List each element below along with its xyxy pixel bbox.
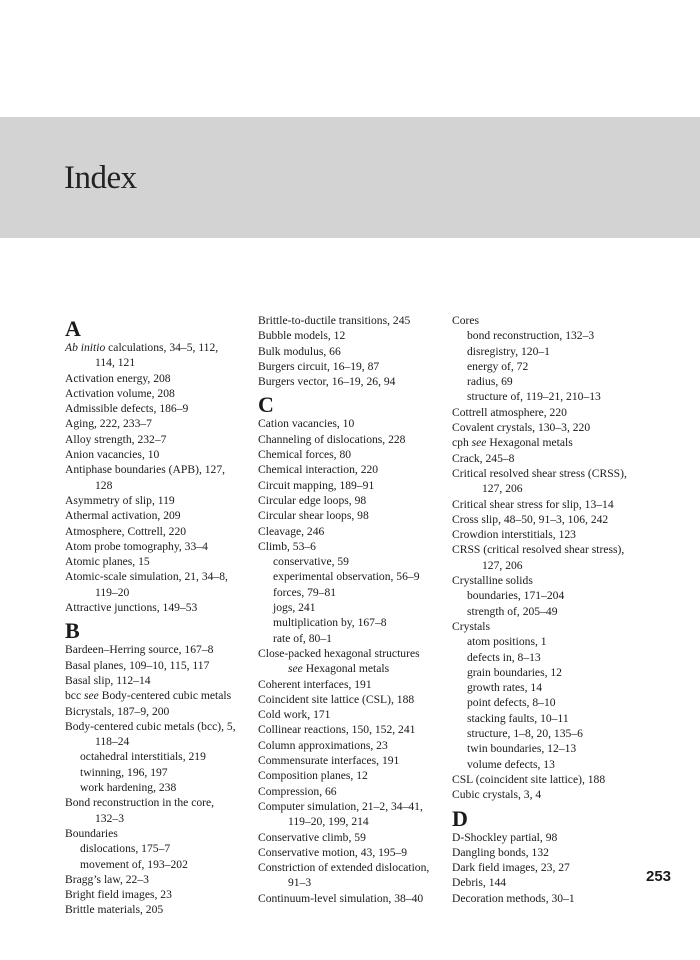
index-subentry: [452, 711, 642, 726]
index-entry-continuation: [65, 811, 255, 826]
index-entry: [452, 875, 642, 890]
entry-text: atom positions, 1: [467, 635, 547, 649]
entry-text: Athermal activation, 209: [65, 509, 181, 523]
index-subentry: [65, 780, 255, 795]
entry-text: grain boundaries, 12: [467, 665, 562, 679]
entry-text: Hexagonal metals: [302, 662, 390, 676]
section-letter-heading: D: [452, 805, 468, 831]
index-entry: [65, 719, 255, 734]
entry-text: calculations, 34–5, 112,: [105, 341, 219, 354]
index-entry-continuation: [65, 585, 255, 600]
entry-text: radius, 69: [467, 375, 513, 389]
entry-italic: Ab initio: [65, 341, 106, 354]
index-entry: [258, 845, 448, 860]
entry-text: 91–3: [288, 876, 312, 890]
entry-text: Composition planes, 12: [258, 769, 368, 783]
entry-text: Attractive junctions, 149–53: [65, 601, 198, 615]
entry-text: Cottrell atmosphere, 220: [452, 405, 567, 419]
entry-text: Bicrystals, 187–9, 200: [65, 704, 170, 718]
index-entry: [452, 891, 642, 906]
index-entry: [65, 554, 255, 569]
index-entry: [65, 462, 255, 477]
index-entry: [65, 872, 255, 887]
index-entry: [452, 512, 642, 527]
entry-text: CSL (coincident site lattice), 188: [452, 772, 606, 786]
entry-text: Compression, 66: [258, 784, 337, 798]
entry-text: Circular edge loops, 98: [258, 493, 367, 507]
entry-text: Brittle-to-ductile transitions, 245: [258, 314, 411, 327]
index-subentry: [452, 604, 642, 619]
index-entry: [258, 646, 448, 661]
index-entry: [258, 359, 448, 374]
index-entry: [65, 416, 255, 431]
index-entry: [65, 508, 255, 523]
index-subentry: [452, 588, 642, 603]
index-subentry: [452, 757, 642, 772]
index-entry: [65, 524, 255, 539]
index-entry: [65, 887, 255, 902]
entry-text: energy of, 72: [467, 359, 529, 373]
index-entry: [258, 478, 448, 493]
page-number: 253: [646, 868, 672, 885]
index-entry: [258, 344, 448, 359]
index-entry: [452, 573, 642, 588]
entry-text: Cross slip, 48–50, 91–3, 106, 242: [452, 512, 609, 526]
entry-text: conservative, 59: [273, 555, 349, 569]
index-entry: [65, 600, 255, 615]
entry-italic: see: [471, 436, 487, 450]
entry-text: rate of, 80–1: [273, 631, 332, 645]
entry-text: Critical resolved shear stress (CRSS),: [452, 466, 627, 480]
index-entry: [258, 328, 448, 343]
entry-text: Alloy strength, 232–7: [65, 432, 167, 446]
index-subentry: [452, 695, 642, 710]
entry-text: dislocations, 175–7: [80, 842, 171, 856]
index-entry: [258, 432, 448, 447]
entry-text: Constriction of extended dislocation,: [258, 861, 430, 875]
entry-text: Cleavage, 246: [258, 524, 325, 538]
entry-text: Atomic-scale simulation, 21, 34–8,: [65, 570, 228, 584]
index-entry: [65, 371, 255, 386]
index-entry: [258, 753, 448, 768]
index-subentry: [452, 680, 642, 695]
entry-text: Hexagonal metals: [486, 436, 573, 450]
index-entry-continuation: [258, 661, 448, 676]
entry-text: Climb, 53–6: [258, 539, 316, 553]
entry-text: twin boundaries, 12–13: [467, 742, 577, 756]
entry-text: Computer simulation, 21–2, 34–41,: [258, 799, 423, 813]
entry-text: structure of, 119–21, 210–13: [467, 390, 601, 404]
index-column-3: [452, 313, 642, 906]
index-entry: [258, 860, 448, 875]
entry-text: Critical shear stress for slip, 13–14: [452, 497, 614, 511]
index-subentry: [452, 665, 642, 680]
index-entry: [258, 738, 448, 753]
entry-text: Column approximations, 23: [258, 738, 388, 752]
entry-text: disregistry, 120–1: [467, 344, 550, 358]
entry-text: experimental observation, 56–9: [273, 570, 420, 584]
entry-text: 127, 206: [482, 558, 523, 572]
index-entry: [452, 527, 642, 542]
entry-text: Debris, 144: [452, 876, 507, 890]
index-entry: [65, 673, 255, 688]
entry-text: Burgers circuit, 16–19, 87: [258, 359, 380, 373]
index-entry: [65, 401, 255, 416]
entry-text: Boundaries: [65, 826, 118, 840]
entry-text: Conservative climb, 59: [258, 830, 366, 844]
entry-text: Chemical interaction, 220: [258, 463, 379, 477]
entry-text: Bardeen–Herring source, 167–8: [65, 643, 214, 657]
index-entry: [452, 451, 642, 466]
entry-prefix: cph: [452, 436, 472, 450]
entry-text: Antiphase boundaries (APB), 127,: [65, 463, 226, 477]
entry-text: Crystals: [452, 619, 491, 633]
index-subentry: [452, 328, 642, 343]
entry-italic: see: [288, 662, 303, 676]
index-entry: [65, 386, 255, 401]
index-entry: [258, 768, 448, 783]
index-entry-continuation: [65, 734, 255, 749]
entry-italic: see: [84, 689, 99, 703]
index-entry: [65, 569, 255, 584]
index-entry-continuation: [452, 558, 642, 573]
index-subentry: [65, 857, 255, 872]
entry-text: defects in, 8–13: [467, 650, 541, 664]
entry-text: Admissible defects, 186–9: [65, 402, 189, 416]
entry-text: Channeling of dislocations, 228: [258, 432, 406, 446]
entry-text: Bond reconstruction in the core,: [65, 796, 215, 810]
entry-text: Decoration methods, 30–1: [452, 891, 575, 905]
entry-text: Collinear reactions, 150, 152, 241: [258, 723, 416, 737]
entry-text: 127, 206: [482, 482, 523, 496]
entry-text: point defects, 8–10: [467, 696, 556, 710]
entry-text: Atmosphere, Cottrell, 220: [65, 524, 187, 538]
entry-text: Dark field images, 23, 27: [452, 861, 570, 875]
index-entry: [258, 313, 448, 328]
index-subentry: [258, 600, 448, 615]
index-subentry: [258, 554, 448, 569]
entry-text: boundaries, 171–204: [467, 589, 565, 603]
index-entry: [452, 313, 642, 328]
entry-text: Coincident site lattice (CSL), 188: [258, 692, 415, 706]
entry-text: Brittle materials, 205: [65, 903, 164, 917]
index-entry: [258, 416, 448, 431]
index-entry: [452, 542, 642, 557]
index-subentry: [258, 585, 448, 600]
entry-text: stacking faults, 10–11: [467, 711, 569, 725]
index-entry: [258, 539, 448, 554]
entry-text: Bubble models, 12: [258, 329, 346, 343]
index-entry-continuation: [258, 875, 448, 890]
index-entry: [452, 466, 642, 481]
index-subentry: [258, 569, 448, 584]
entry-text: Conservative motion, 43, 195–9: [258, 845, 408, 859]
entry-text: Basal slip, 112–14: [65, 673, 151, 687]
entry-text: Covalent crystals, 130–3, 220: [452, 421, 591, 435]
entry-text: work hardening, 238: [80, 781, 177, 795]
index-entry: [258, 692, 448, 707]
index-subentry: [452, 359, 642, 374]
index-entry: [258, 799, 448, 814]
index-entry: [258, 677, 448, 692]
entry-text: movement of, 193–202: [80, 857, 188, 871]
index-subentry: [452, 741, 642, 756]
index-entry: [258, 784, 448, 799]
index-subentry: [452, 726, 642, 741]
entry-text: Bright field images, 23: [65, 888, 172, 902]
index-entry: [258, 707, 448, 722]
index-entry: [258, 508, 448, 523]
entry-text: Dangling bonds, 132: [452, 845, 549, 859]
entry-text: Circular shear loops, 98: [258, 509, 369, 523]
entry-text: 119–20: [95, 585, 130, 599]
index-subentry: [258, 631, 448, 646]
index-subentry: [452, 344, 642, 359]
section-letter-heading: B: [65, 618, 80, 644]
entry-text: Anion vacancies, 10: [65, 448, 160, 462]
entry-prefix: bcc: [65, 689, 84, 703]
index-entry-continuation: [258, 814, 448, 829]
entry-text: 118–24: [95, 735, 130, 749]
index-subentry: [65, 765, 255, 780]
index-column-2: [258, 313, 448, 906]
index-entry: [65, 340, 255, 355]
entry-text: Atom probe tomography, 33–4: [65, 539, 208, 553]
entry-text: growth rates, 14: [467, 681, 543, 695]
entry-text: Cold work, 171: [258, 708, 331, 722]
index-entry: [65, 447, 255, 462]
index-entry: [452, 405, 642, 420]
index-entry: [65, 539, 255, 554]
entry-text: Crystalline solids: [452, 574, 533, 588]
index-entry: [65, 795, 255, 810]
index-entry: [65, 642, 255, 657]
index-entry: [452, 619, 642, 634]
index-entry: [258, 493, 448, 508]
index-entry: [65, 704, 255, 719]
index-entry: [452, 860, 642, 875]
index-entry: [258, 891, 448, 906]
entry-text: Close-packed hexagonal structures: [258, 646, 420, 660]
entry-text: Crowdion interstitials, 123: [452, 528, 576, 542]
index-entry: [258, 462, 448, 477]
entry-text: Cubic crystals, 3, 4: [452, 788, 542, 802]
index-subentry: [452, 389, 642, 404]
entry-text: Body-centered cubic metals: [98, 689, 232, 703]
entry-text: Asymmetry of slip, 119: [65, 493, 175, 507]
index-entry: [258, 374, 448, 389]
page-title: Index: [64, 160, 137, 196]
entry-text: volume defects, 13: [467, 757, 555, 771]
entry-text: Circuit mapping, 189–91: [258, 478, 375, 492]
index-entry: [452, 845, 642, 860]
entry-text: 119–20, 199, 214: [288, 815, 369, 829]
entry-text: Commensurate interfaces, 191: [258, 754, 400, 768]
entry-text: strength of, 205–49: [467, 604, 558, 618]
entry-text: twinning, 196, 197: [80, 765, 168, 779]
entry-text: jogs, 241: [273, 601, 316, 615]
index-entry: [65, 493, 255, 508]
index-entry: [65, 688, 255, 703]
entry-text: bond reconstruction, 132–3: [467, 329, 595, 343]
entry-text: Activation volume, 208: [65, 386, 175, 400]
entry-text: Coherent interfaces, 191: [258, 677, 372, 691]
index-entry: [65, 826, 255, 841]
entry-text: octahedral interstitials, 219: [80, 750, 206, 764]
index-entry: [452, 787, 642, 802]
index-entry: [65, 658, 255, 673]
index-subentry: [452, 650, 642, 665]
index-entry: [452, 420, 642, 435]
index-subentry: [258, 615, 448, 630]
entry-text: CRSS (critical resolved shear stress),: [452, 543, 625, 557]
index-entry-continuation: [65, 478, 255, 493]
entry-text: Cation vacancies, 10: [258, 417, 355, 431]
index-entry: [452, 497, 642, 512]
section-letter-heading: C: [258, 392, 274, 418]
entry-text: structure, 1–8, 20, 135–6: [467, 727, 583, 741]
index-column-1: [65, 313, 255, 918]
entry-text: Bragg’s law, 22–3: [65, 872, 149, 886]
entry-text: Body-centered cubic metals (bcc), 5,: [65, 719, 236, 733]
index-entry: [65, 432, 255, 447]
entry-text: Atomic planes, 15: [65, 555, 150, 569]
index-entry: [258, 722, 448, 737]
entry-text: Aging, 222, 233–7: [65, 417, 152, 431]
index-entry-continuation: [65, 355, 255, 370]
index-entry: [258, 447, 448, 462]
index-entry: [65, 902, 255, 917]
index-entry: [452, 772, 642, 787]
entry-text: Bulk modulus, 66: [258, 344, 341, 358]
entry-text: Basal planes, 109–10, 115, 117: [65, 658, 210, 672]
section-letter-heading: A: [65, 316, 81, 341]
entry-text: 132–3: [95, 811, 124, 825]
entry-text: Chemical forces, 80: [258, 448, 352, 462]
entry-text: Activation energy, 208: [65, 371, 171, 385]
entry-text: multiplication by, 167–8: [273, 616, 387, 630]
index-entry: [452, 435, 642, 450]
entry-text: Continuum-level simulation, 38–40: [258, 891, 424, 905]
index-entry: [258, 830, 448, 845]
index-entry: [258, 524, 448, 539]
entry-text: Burgers vector, 16–19, 26, 94: [258, 375, 396, 389]
entry-text: 114, 121: [95, 356, 136, 370]
entry-text: 128: [95, 478, 113, 492]
index-entry: [452, 830, 642, 845]
index-entry-continuation: [452, 481, 642, 496]
entry-text: forces, 79–81: [273, 585, 337, 599]
index-subentry: [65, 749, 255, 764]
entry-text: Crack, 245–8: [452, 451, 515, 465]
entry-text: D-Shockley partial, 98: [452, 830, 558, 844]
index-subentry: [65, 841, 255, 856]
index-subentry: [452, 374, 642, 389]
index-subentry: [452, 634, 642, 649]
entry-text: Cores: [452, 314, 480, 327]
